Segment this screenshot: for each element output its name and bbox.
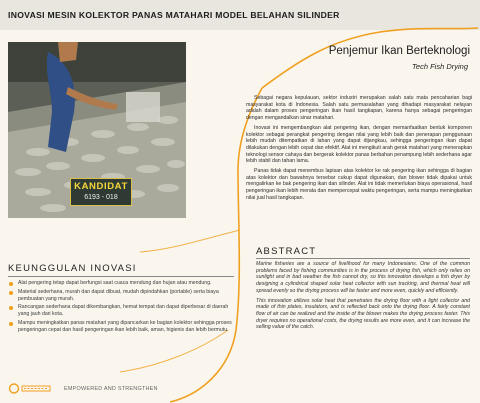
poster-title: INOVASI MESIN KOLEKTOR PANAS MATAHARI MODEL BELAHAN SILINDER	[8, 10, 340, 20]
list-item-text: Rancangan sederhana dapat dikembangkan, hemat tempat dan dapat diperbesar di daerah yang jauh dari kota.	[18, 304, 229, 318]
article-body	[246, 95, 472, 205]
candidate-badge	[70, 178, 132, 206]
bullet-icon	[9, 282, 13, 286]
bullet-icon	[9, 306, 13, 310]
article-paragraph: Inovasi ini mengembangkan alat pengering ikan, dengan memanfaatkan bentuk komponen kolektor sebagai perangkat pengering dengan nilai yang lebih baik dan penerapan penggunaan lebih mudah ditempatkan di lahan yang dapat dijangkau, sehingga pengeringan ikan dapat dilakukan dengan lebih cepat dan efektif. Alat ini mengikuti arah gerak matahari yang menerapkan teknologi sensor cahaya dan bergerak kolektor panas berbahan penampung lebih sederhana agar lebih stabil dan tahan lama.	[246, 124, 472, 165]
list-item	[8, 320, 234, 334]
list-item-text: Material sederhana, murah dan dapat dibuat, mudah dipindahkan (portable) serta biaya pembuatan yang murah.	[18, 288, 219, 302]
article-subtitle: Tech Fish Drying	[412, 62, 468, 71]
abstract-divider	[256, 258, 470, 259]
list-item-text: Alat pengering tetap dapat berfungsi saat cuaca mendung dan hujan atau mendung.	[18, 280, 212, 286]
bullet-icon	[9, 291, 13, 295]
abstract-body	[256, 261, 470, 334]
abstract-paragraph: Marine fisheries are a source of livelihood for many Indonesians. One of the common problems faced by fishing communities is in the process of drying fish, which only relies on sunlight and in bad weather the fish cannot dry, so this innovation develops a fish dryer by designing a cylindrical shaped solar heat collector with sun tracking, and thermal heat will spread evenly so the drying process will be faster and more even, quickly and efficiently.	[256, 261, 470, 294]
list-item	[8, 304, 234, 318]
list-item	[8, 280, 234, 287]
badge-number: 6193 - 018	[84, 194, 118, 201]
badge-label: KANDIDAT	[74, 181, 128, 192]
article-paragraph: Sebagai negara kepulauan, sektor industri merupakan salah satu mata pencaharian bagi masyarakat kota di Indonesia. Salah satu permasalahan yang dihadapi masyarakat nelayan adalah dalam proses pengeringan ikan hasil tangkapan, karena hanya sebagai pengeringan dengan mengandalkan sinar matahari.	[246, 95, 472, 122]
abstract-heading: ABSTRACT	[256, 246, 317, 257]
list-item-text: Mampu meningkatkan panas matahari yang dipancarkan ke bagian kolektor sehingga proses pengeringan cepat dan hasil pengeringan ikan lebih baik, aman, higienis dan lebih bermutu.	[18, 319, 232, 333]
article-title: Penjemur Ikan Berteknologi	[328, 45, 470, 57]
keunggulan-heading: KEUNGGULAN INOVASI	[8, 263, 137, 274]
footer-text: EMPOWERED AND STRENGTHEN	[64, 386, 158, 392]
article-paragraph: Panas tidak dapat menembus lapisan atas kolektor ke rak pengering ikan sehingga di bagian atas kolektor dan bawahnya tersebar cukup dapat digunakan, dan blower tidak dipakai untuk mengalirkan ke bak pengering ikan dan silinder. Alat ini tidak memerlukan biaya operasional, hasil pengeringan ikan lebih merata dan mempercepat waktu pengeringan, serta mampu meningkatkan nilai jual hasil tangkapan.	[246, 168, 472, 201]
keunggulan-list	[8, 280, 234, 336]
keunggulan-divider	[8, 276, 234, 277]
bullet-icon	[9, 322, 13, 326]
logo-icon	[8, 382, 52, 395]
list-item	[8, 289, 234, 303]
abstract-paragraph: This innovation utilizes solar heat that penetrates the drying floor with a light collector and made of thin plates, insulators, and is reflected back onto the drying floor. A fairly constant flow of air can be realized and the inside of the blower makes the drying process faster. This dryer requires no operational costs, the drying results are more even, and it can increase the selling value of the catch.	[256, 297, 470, 331]
